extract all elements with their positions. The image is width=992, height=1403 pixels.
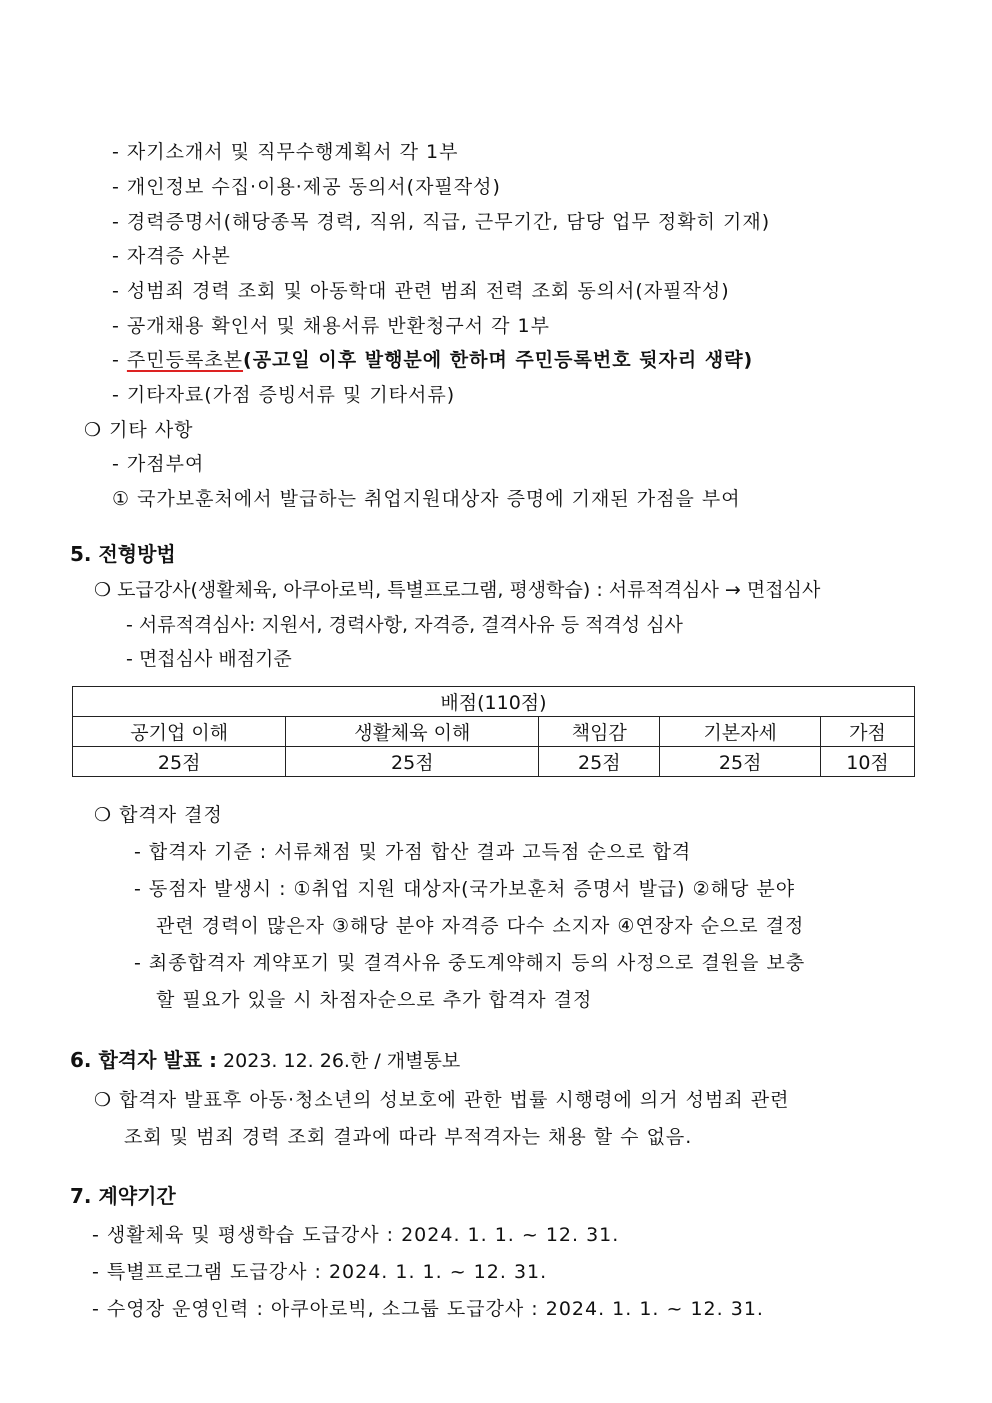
- pass-line: 관련 경력이 많은자 ③해당 분야 자격증 다수 소지자 ④연장자 순으로 결정: [156, 915, 805, 937]
- section6-value: 2023. 12. 26.한 / 개별통보: [217, 1050, 461, 1072]
- score-cell: 25점: [286, 747, 539, 777]
- interview-item: - 면접심사 배점기준: [126, 648, 292, 670]
- pass-line: - 최종합격자 계약포기 및 결격사유 중도계약해지 등의 사정으로 결원을 보충: [134, 952, 806, 974]
- doc-item: - 성범죄 경력 조회 및 아동학대 관련 범죄 전력 조회 동의서(자필작성): [112, 280, 730, 302]
- contract-line: - 특별프로그램 도급강사 : 2024. 1. 1. ~ 12. 31.: [92, 1261, 548, 1283]
- section6-heading: [70, 1047, 460, 1074]
- pass-title: ❍ 합격자 결정: [94, 804, 223, 826]
- score-cell: 25점: [539, 747, 660, 777]
- score-column-header: 기본자세: [660, 717, 821, 747]
- doc-review-item: - 서류적격심사: 지원서, 경력사항, 자격증, 결격사유 등 적격성 심사: [126, 614, 683, 636]
- resident-condition: (공고일 이후 발행분에 한하며 주민등록번호 뒷자리 생략): [243, 349, 754, 371]
- pass-line: - 동점자 발생시 : ①취업 지원 대상자(국가보훈처 증명서 발급) ②해당 분야: [134, 878, 796, 900]
- score-column-header: 공기업 이해: [73, 717, 286, 747]
- score-cell: 10점: [821, 747, 915, 777]
- pass-line: 할 필요가 있을 시 차점자순으로 추가 합격자 결정: [156, 989, 593, 1011]
- doc-item: - 기타자료(가점 증빙서류 및 기타서류): [112, 384, 456, 406]
- resident-prefix: -: [112, 349, 127, 371]
- score-column-header: 가점: [821, 717, 915, 747]
- score-cell: 25점: [660, 747, 821, 777]
- bonus-item: - 가점부여: [112, 453, 205, 475]
- doc-item: - 개인정보 수집·이용·제공 동의서(자필작성): [112, 176, 501, 198]
- resident-doc-name: 주민등록초본: [126, 349, 244, 371]
- section7-title: 7. 계약기간: [70, 1184, 176, 1208]
- bonus-detail: ① 국가보훈처에서 발급하는 취업지원대상자 증명에 기재된 가점을 부여: [112, 488, 741, 510]
- score-column-header: 책임감: [539, 717, 660, 747]
- contract-line: - 수영장 운영인력 : 아쿠아로빅, 소그룹 도급강사 : 2024. 1. 1. ~ 12. 31.: [92, 1298, 764, 1320]
- section5-title: 5. 전형방법: [70, 542, 176, 566]
- table-row: [73, 717, 915, 747]
- doc-item-resident: [112, 347, 753, 373]
- score-cell: 25점: [73, 747, 286, 777]
- section6-note: ❍ 합격자 발표후 아동·청소년의 성보호에 관한 법률 시행령에 의거 성범죄 관련: [94, 1089, 790, 1111]
- doc-item: - 공개채용 확인서 및 채용서류 반환청구서 각 1부: [112, 315, 550, 337]
- doc-item: - 경력증명서(해당종목 경력, 직위, 직급, 근무기간, 담당 업무 정확히 기재): [112, 211, 771, 233]
- section6-title: 6. 합격자 발표 :: [70, 1048, 218, 1072]
- score-column-header: 생활체육 이해: [286, 717, 539, 747]
- doc-item: - 자격증 사본: [112, 245, 231, 267]
- section5-bullet: ❍ 도급강사(생활체육, 아쿠아로빅, 특별프로그램, 평생학습) : 서류적격심사 → 면접심사: [94, 579, 821, 601]
- doc-item: - 자기소개서 및 직무수행계획서 각 1부: [112, 141, 459, 163]
- table-row: [73, 747, 915, 777]
- other-title: ❍ 기타 사항: [84, 419, 194, 441]
- table-row: [73, 687, 915, 717]
- section6-note: 조회 및 범죄 경력 조회 결과에 따라 부적격자는 채용 할 수 없음.: [124, 1126, 693, 1148]
- contract-line: - 생활체육 및 평생학습 도급강사 : 2024. 1. 1. ~ 12. 31.: [92, 1224, 620, 1246]
- score-table-header: 배점(110점): [73, 687, 915, 717]
- score-table: [72, 686, 915, 777]
- pass-line: - 합격자 기준 : 서류채점 및 가점 합산 결과 고득점 순으로 합격: [134, 841, 692, 863]
